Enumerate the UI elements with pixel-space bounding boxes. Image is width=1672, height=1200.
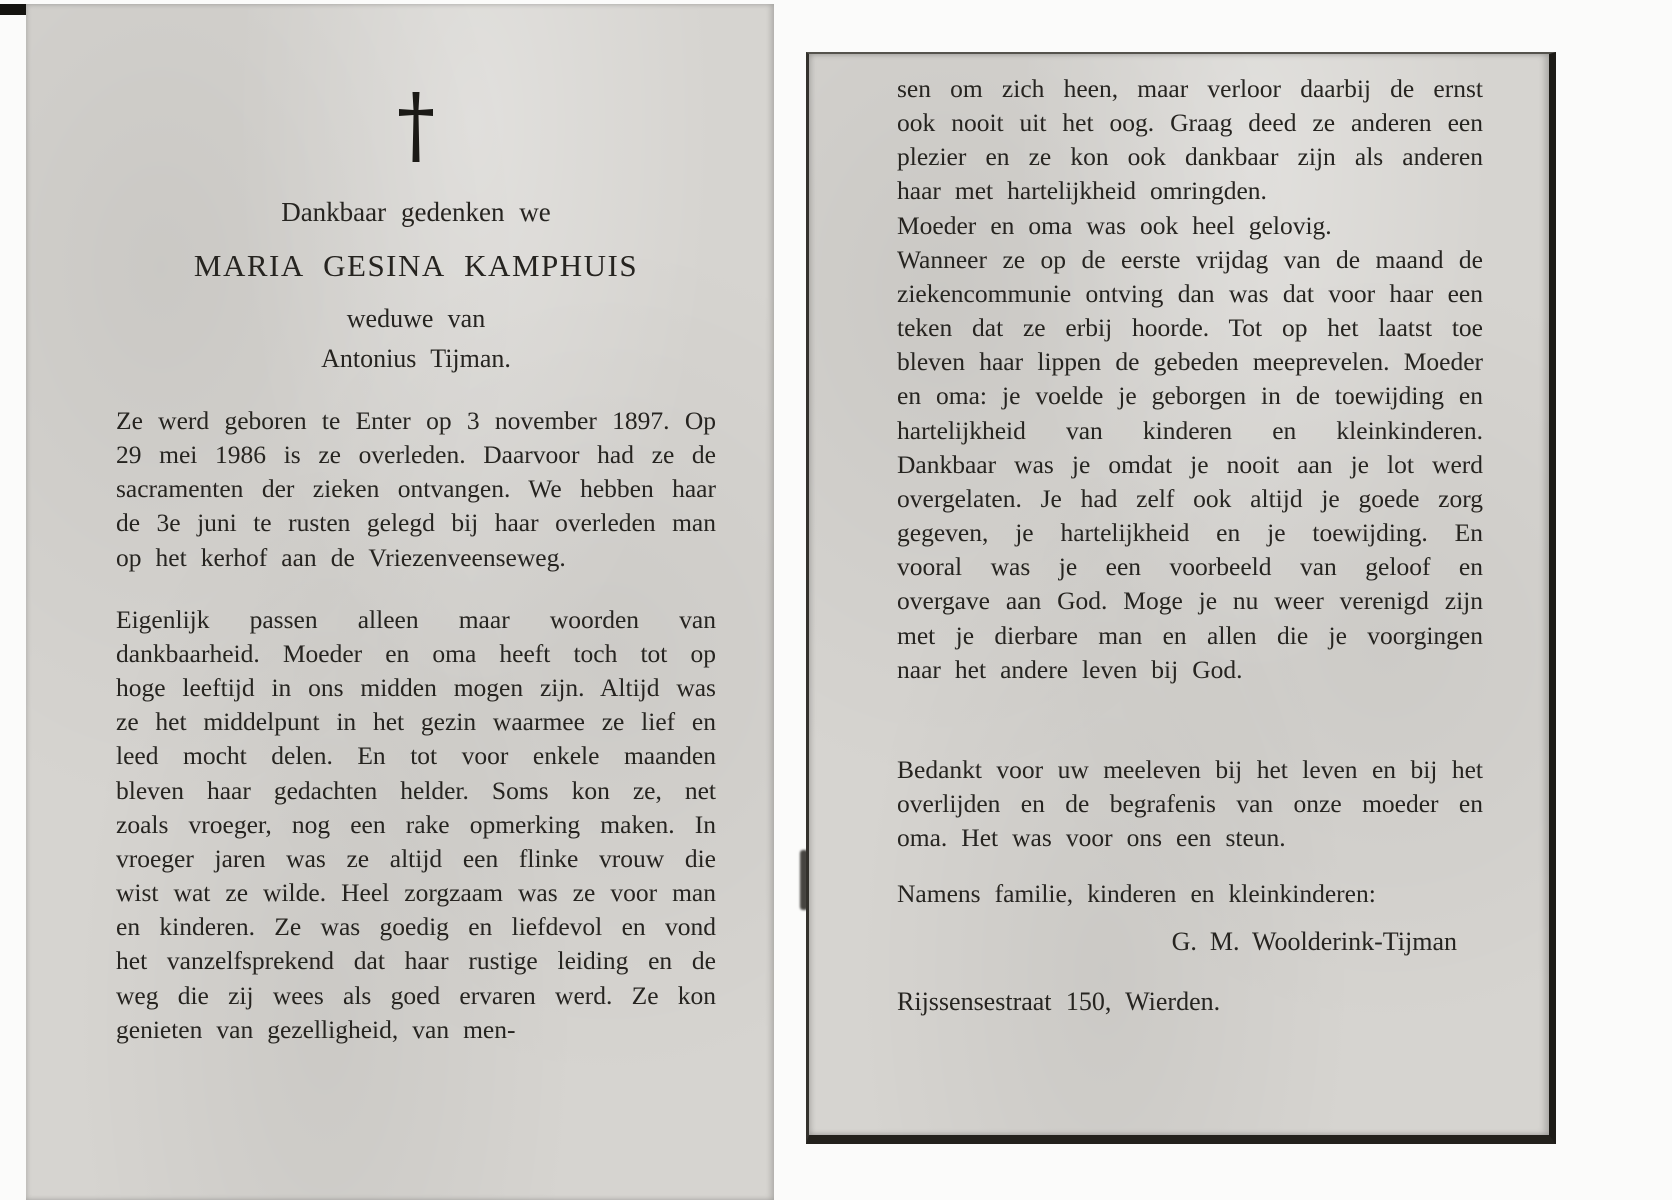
thanks-paragraph: Bedankt voor uw meeleven bij het leven en bij het overlijden en de begrafenis van onze moeder en oma. Het was voor ons een steun. xyxy=(897,754,1483,853)
right-paragraph-1: sen om zich heen, maar verloor daarbij de ernst ook nooit uit het oog. Graag deed ze anderen een plezier en ze kon ook dankbaar zijn als anderen haar met hartelijkheid omringden. xyxy=(897,74,1483,206)
address-line: Rijssensestraat 150, Wierden. xyxy=(897,987,1221,1017)
right-paragraph-3: Wanneer ze op de eerste vrijdag van de maand de ziekencommunie ontving dan was dat voor haar een teken dat ze erbij hoorde. Tot op het laatst toe bleven haar lippen de gebeden meeprevelen. Moeder en oma: je voelde je geborgen in de toewijding en hartelijkheid van kinderen en kleinkinderen. Dankbaar was je omdat je nooit aan je lot werd overgelaten. Je had zelf ook altijd je goede zorg gegeven, je hartelijkheid en je toewijding. En vooral was je een voorbeeld van geloof en overgave aan God. Moge je nu weer verenigd zijn met je dierbare man en allen die je voorgingen naar het andere leven bij God. xyxy=(897,244,1483,684)
intro-text: Dankbaar gedenken we xyxy=(281,197,551,227)
husband-name: Antonius Tijman. xyxy=(321,344,511,373)
on-behalf-line: Namens familie, kinderen en kleinkinderen: xyxy=(897,879,1376,909)
relation-text: weduwe van xyxy=(346,304,486,333)
memorial-card-left-page xyxy=(26,4,774,1200)
right-paragraph-2: Moeder en oma was ook heel gelovig. xyxy=(897,210,1332,240)
latin-cross-icon xyxy=(116,90,716,171)
memorial-card-right-page xyxy=(806,52,1556,1144)
left-paragraph-2: Eigenlijk passen alleen maar woorden van dankbaarheid. Moeder en oma heeft toch tot op hoge leeftijd in ons midden mogen zijn. Altijd was ze het middelpunt in het gezin waarmee ze lief en leed mocht delen. En tot voor enkele maanden bleven haar gedachten helder. Soms kon ze, net zoals vroeger, nog een rake opmerking maken. In vroeger jaren was ze altijd een flinke vrouw die wist wat ze wilde. Heel zorgzaam was ze voor man en kinderen. Ze was goedig en liefdevol en vond het vanzelfsprekend dat haar rustige leiding en de weg die zij wees als goed ervaren werd. Ze kon genieten van gezelligheid, van men- xyxy=(116,604,716,1044)
signature-name: G. M. Woolderink-Tijman xyxy=(1171,927,1457,957)
deceased-name: MARIA GESINA KAMPHUIS xyxy=(193,248,639,283)
left-paragraph-1: Ze werd geboren te Enter op 3 november 1897. Op 29 mei 1986 is ze overleden. Daarvoor had ze de sacramenten der zieken ontvangen. We hebben haar de 3e juni te rusten gelegd bij haar overleden man op het kerhof aan de Vriezenveenseweg. xyxy=(116,406,716,572)
